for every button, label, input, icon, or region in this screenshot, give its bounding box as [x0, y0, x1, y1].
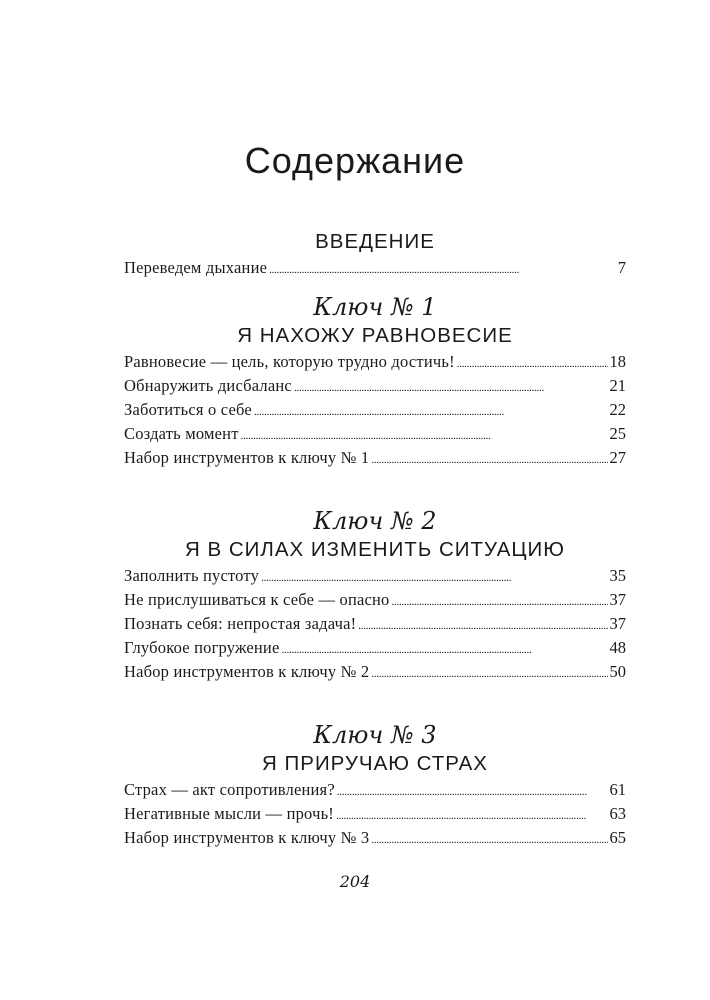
- entry-page: 27: [609, 448, 626, 467]
- toc-entry[interactable]: [124, 374, 626, 398]
- entry-page: 37: [609, 614, 626, 633]
- entry-title: Создать момент: [124, 424, 239, 443]
- key-heading: Ключ № 3: [313, 721, 437, 749]
- section-heading: Я ПРИРУЧАЮ СТРАХ: [262, 752, 488, 775]
- entry-page: 35: [609, 566, 626, 585]
- dot-leader: [392, 590, 608, 614]
- entry-title: Равновесие — цель, которую трудно достичь!: [124, 352, 455, 371]
- section-introduction: [124, 228, 626, 280]
- entry-title: Обнаружить дисбаланс: [124, 376, 292, 395]
- entry-title: Глубокое погружение: [124, 638, 280, 657]
- key-heading: Ключ № 1: [313, 293, 437, 321]
- page-number: 204: [339, 872, 371, 891]
- entry-page: 65: [609, 828, 626, 847]
- entry-title: Набор инструментов к ключу № 2: [124, 662, 370, 681]
- dot-leader: [261, 566, 607, 590]
- toc-entry[interactable]: [124, 636, 626, 660]
- entry-title: Негативные мысли — прочь!: [124, 804, 334, 823]
- dot-leader: [337, 780, 608, 804]
- table-of-contents: [124, 228, 626, 850]
- dot-leader: [269, 258, 616, 282]
- toc-entry[interactable]: [124, 588, 626, 612]
- toc-entry[interactable]: [124, 612, 626, 636]
- toc-entry[interactable]: [124, 256, 626, 280]
- section-heading: Я НАХОЖУ РАВНОВЕСИЕ: [237, 324, 513, 347]
- dot-leader: [358, 614, 607, 638]
- entry-title: Набор инструментов к ключу № 1: [124, 448, 370, 467]
- entry-page: 25: [609, 424, 626, 443]
- toc-entry[interactable]: [124, 826, 626, 850]
- dot-leader: [241, 424, 608, 448]
- entry-page: 61: [609, 780, 626, 799]
- dot-leader: [294, 376, 608, 400]
- dot-leader: [371, 828, 607, 852]
- entry-title: Заботиться о себе: [124, 400, 252, 419]
- toc-entry[interactable]: [124, 660, 626, 684]
- toc-entry[interactable]: [124, 422, 626, 446]
- dot-leader: [254, 400, 608, 424]
- entry-page: 18: [609, 352, 626, 371]
- section-heading: ВВЕДЕНИЕ: [315, 230, 435, 253]
- dot-leader: [336, 804, 608, 828]
- entry-page: 50: [609, 662, 626, 681]
- entry-page: 48: [609, 638, 626, 657]
- toc-entry[interactable]: [124, 564, 626, 588]
- entry-page: 37: [609, 590, 626, 609]
- dot-leader: [371, 448, 607, 472]
- key-heading: Ключ № 2: [313, 507, 437, 535]
- section-key-1: [124, 292, 626, 470]
- toc-entry[interactable]: [124, 398, 626, 422]
- entry-page: 21: [609, 376, 626, 395]
- entry-page: 63: [609, 804, 626, 823]
- entry-title: Заполнить пустоту: [124, 566, 260, 585]
- toc-entry[interactable]: [124, 778, 626, 802]
- toc-entry[interactable]: [124, 446, 626, 470]
- entry-title: Не прислушиваться к себе — опасно: [124, 590, 390, 609]
- entry-title: Переведем дыхание: [124, 258, 268, 277]
- dot-leader: [371, 662, 607, 686]
- entry-title: Познать себя: непростая задача!: [124, 614, 357, 633]
- entry-page: 22: [609, 400, 626, 419]
- entry-title: Страх — акт сопротивления?: [124, 780, 335, 799]
- page-title: Содержание: [244, 140, 466, 181]
- section-key-3: [124, 720, 626, 850]
- dot-leader: [282, 638, 608, 662]
- toc-entry[interactable]: [124, 802, 626, 826]
- toc-entry[interactable]: [124, 350, 626, 374]
- section-heading: Я В СИЛАХ ИЗМЕНИТЬ СИТУАЦИЮ: [185, 538, 565, 561]
- entry-page: 7: [617, 258, 626, 277]
- dot-leader: [457, 352, 608, 376]
- entry-title: Набор инструментов к ключу № 3: [124, 828, 370, 847]
- section-key-2: [124, 506, 626, 684]
